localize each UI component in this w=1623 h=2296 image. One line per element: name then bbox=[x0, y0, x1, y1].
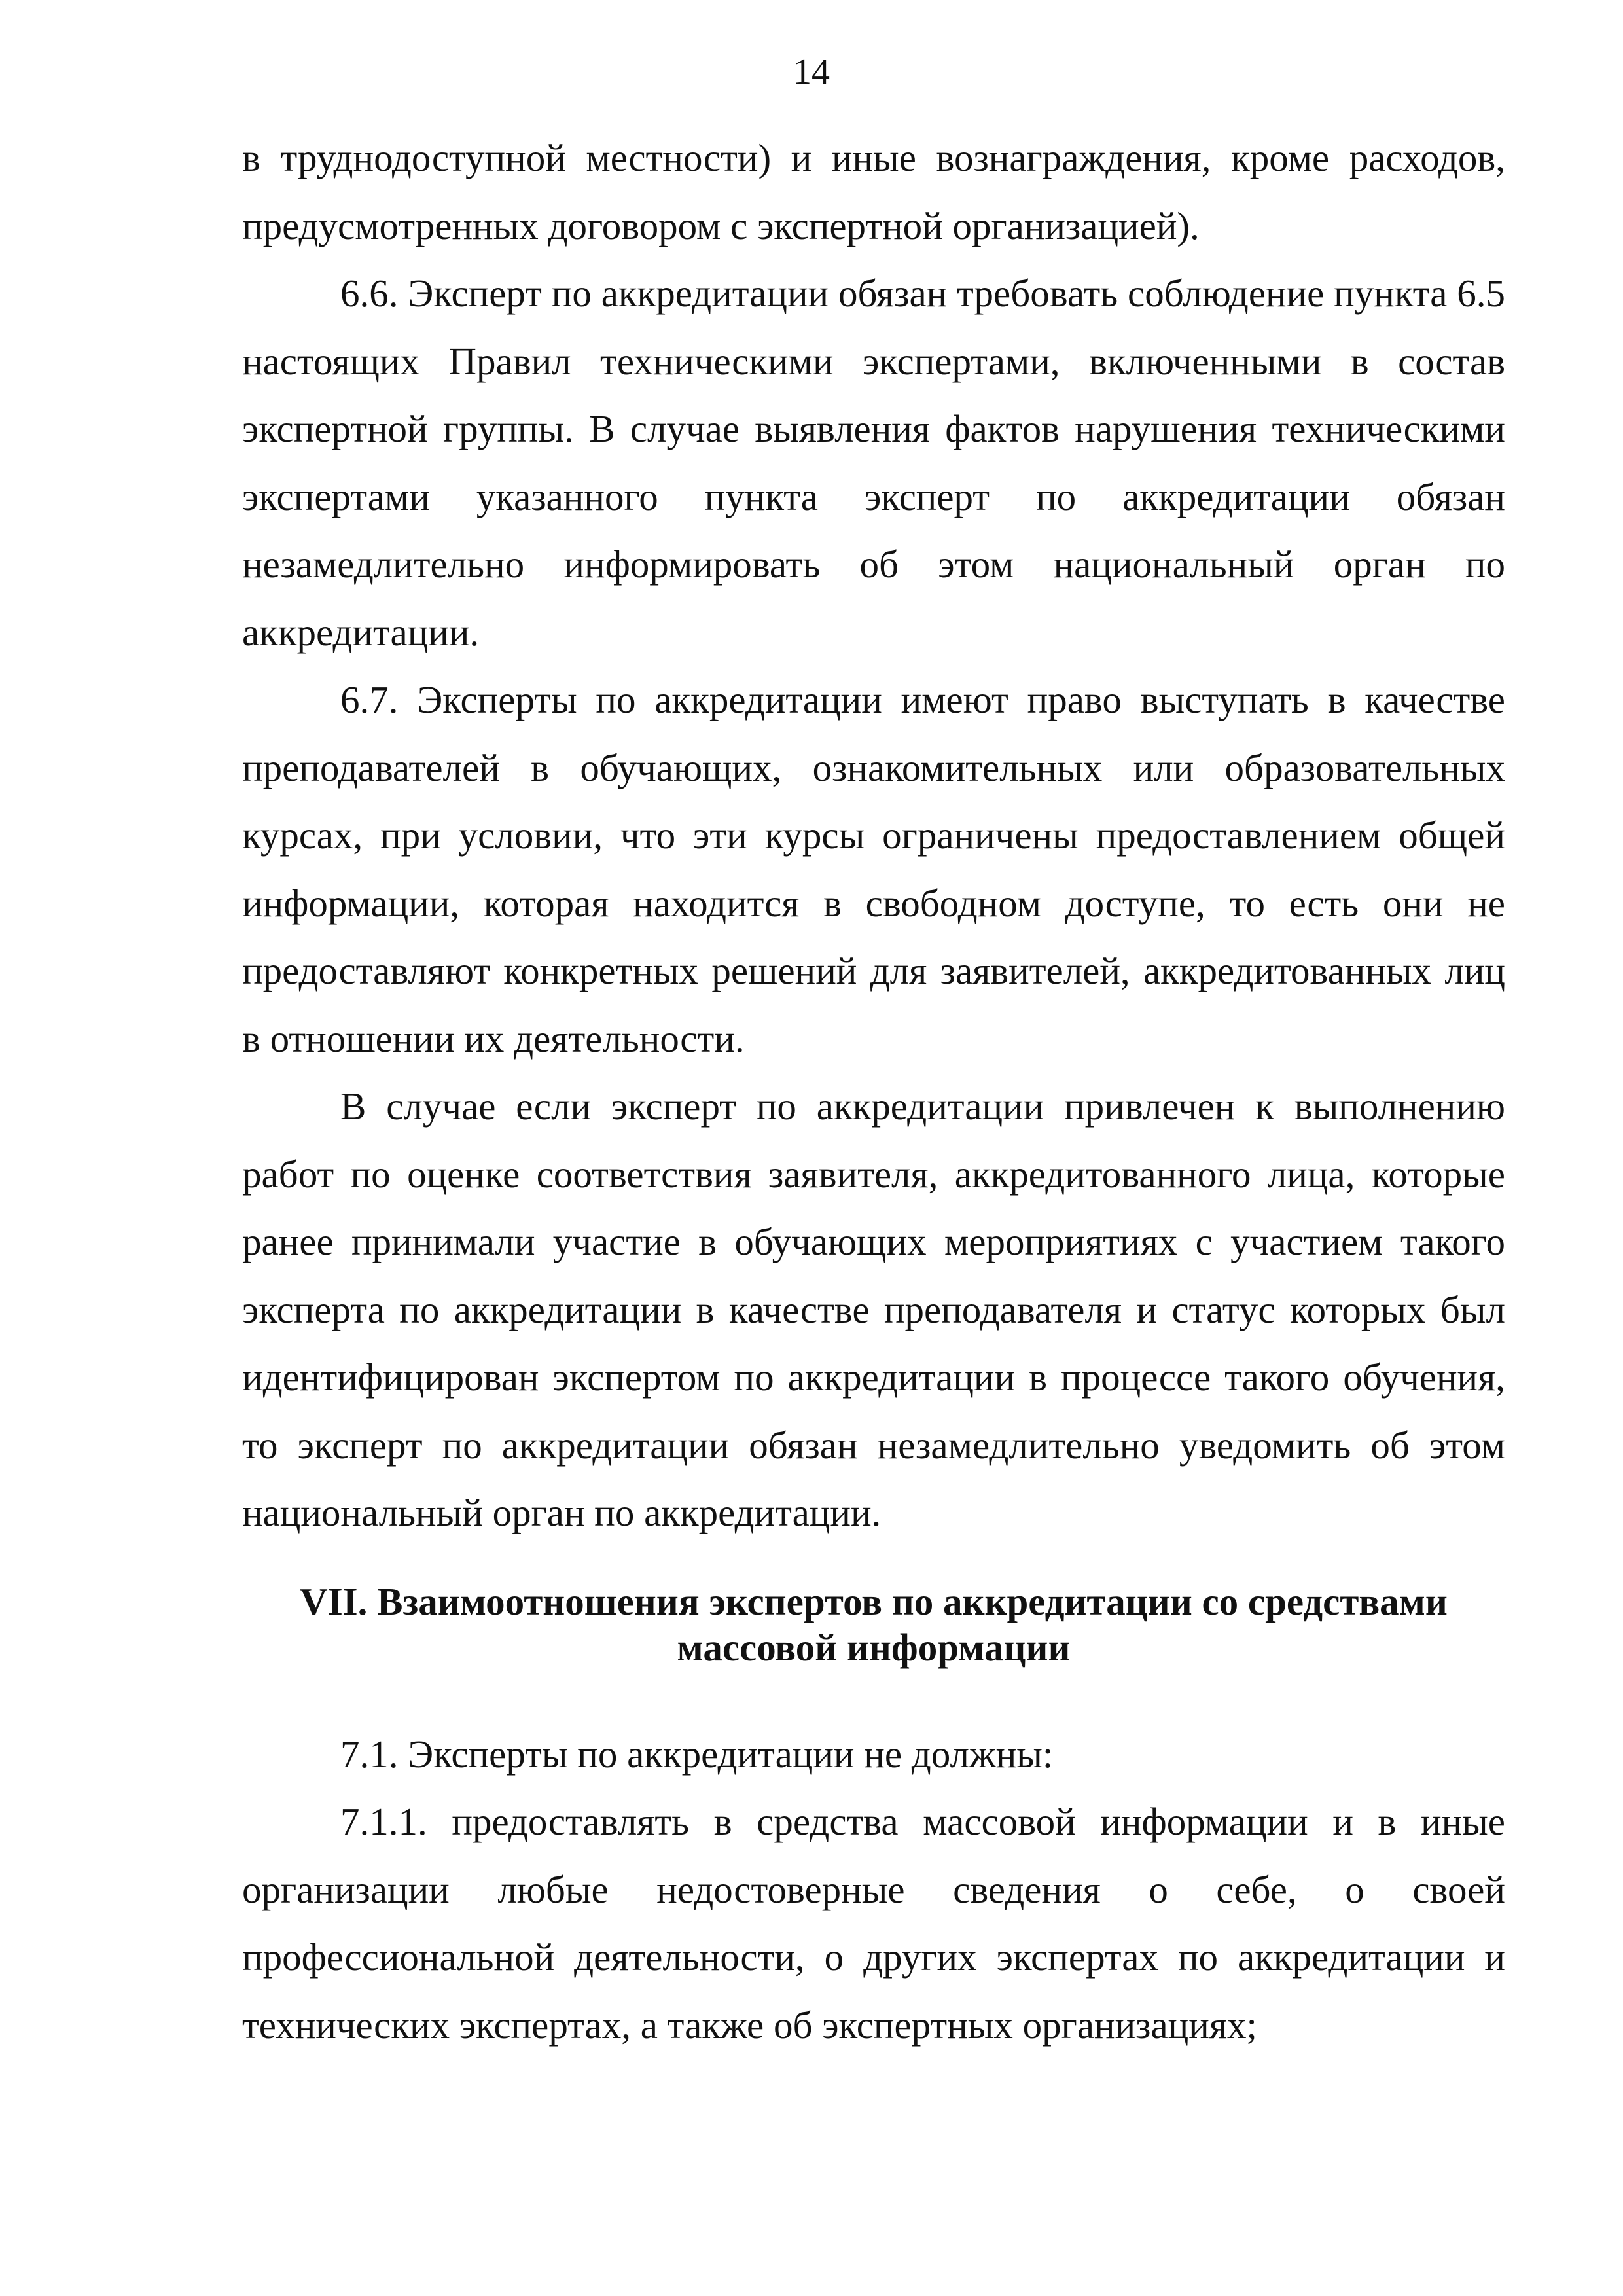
paragraph-7-1: 7.1. Эксперты по аккредитации не должны: bbox=[340, 1732, 1054, 1776]
document-body bbox=[242, 124, 1505, 2059]
paragraph-continuation: в труднодоступной местности) и иные вознаграждения, кроме расходов, предусмотренных договором с экспертной организацией). bbox=[242, 136, 1505, 247]
section-heading bbox=[242, 1547, 1505, 1721]
paragraph-6-7-continued: В случае если эксперт по аккредитации привлечен к выполнению работ по оценке соответствия заявителя, аккредитованного лица, которые ранее принимали участие в обучающих мероприятиях с участием такого эксперта по аккредитации в качестве преподавателя и статус которых был идентифицирован экспертом по аккредитации в процессе такого обучения, то эксперт по аккредитации обязан незамедлительно уведомить об этом национальный орган по аккредитации. bbox=[242, 1085, 1505, 1534]
section-heading-line-1: VII. Взаимоотношения экспертов по аккредитации со средствами bbox=[300, 1579, 1448, 1623]
paragraph-6-6: 6.6. Эксперт по аккредитации обязан требовать соблюдение пункта 6.5 настоящих Правил техническими экспертами, включенными в состав экспертной группы. В случае выявления фактов нарушения техническими экспертами указанного пункта эксперт по аккредитации обязан незамедлительно информировать об этом национальный орган по аккредитации. bbox=[242, 272, 1505, 654]
paragraph-6-7: 6.7. Эксперты по аккредитации имеют право выступать в качестве преподавателей в обучающих, ознакомительных или образовательных курсах, при условии, что эти курсы ограничены предоставлением общей информации, которая находится в свободном доступе, то есть они не предоставляют конкретных решений для заявителей, аккредитованных лиц в отношении их деятельности. bbox=[242, 678, 1505, 1060]
section-heading-line-2: массовой информации bbox=[677, 1625, 1071, 1669]
paragraph-7-1-1: 7.1.1. предоставлять в средства массовой информации и в иные организации любые недостоверные сведения о себе, о своей профессиональной деятельности, о других экспертах по аккредитации и технических экспертах, а также об экспертных организациях; bbox=[242, 1800, 1505, 2047]
page-number: 14 bbox=[793, 52, 830, 92]
